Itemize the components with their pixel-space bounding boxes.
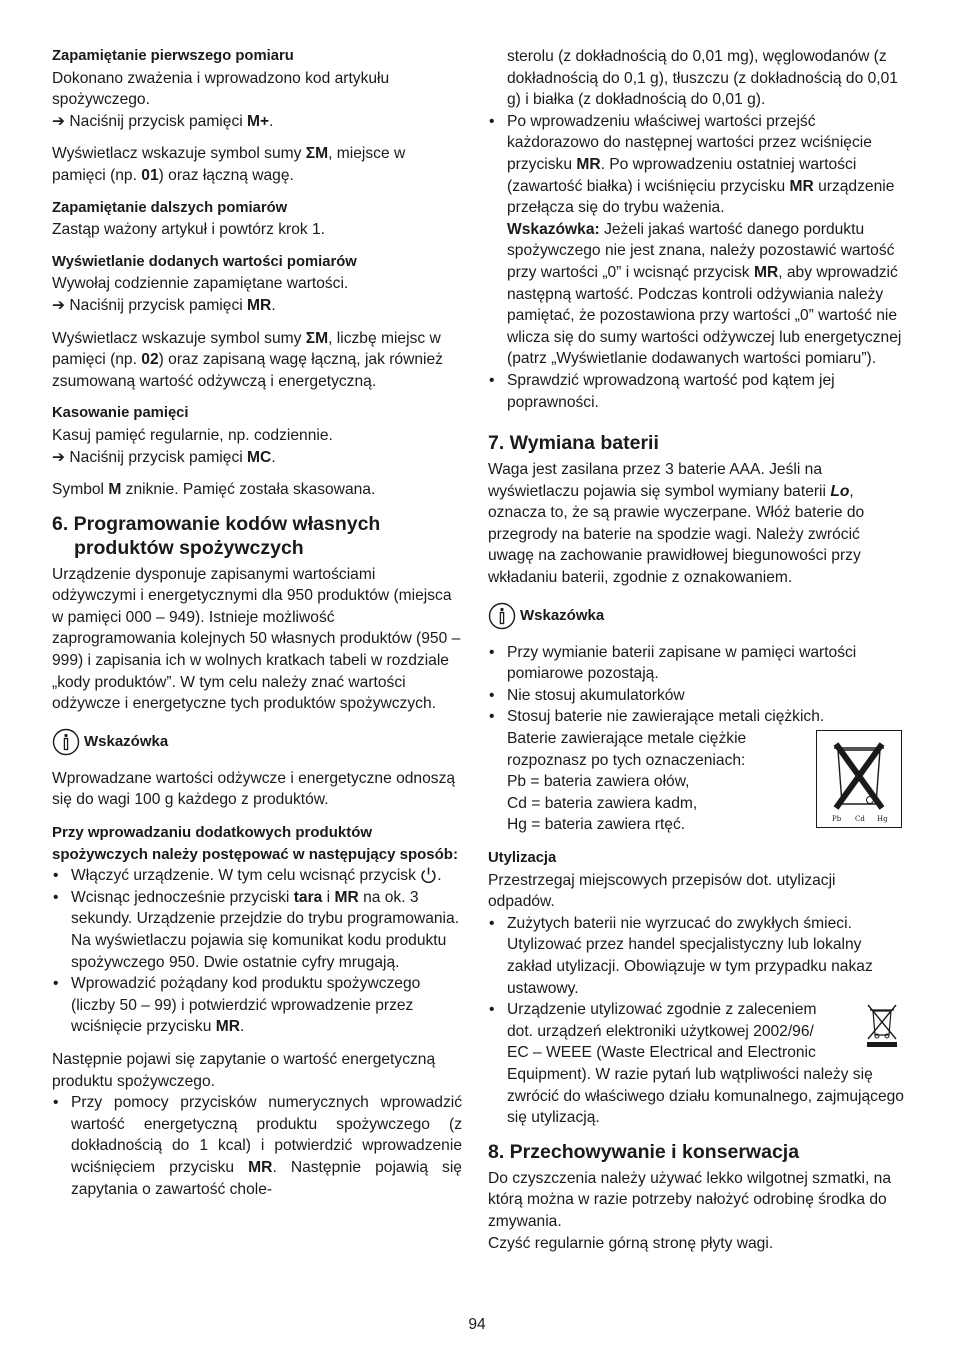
store-further-heading: Zapamiętanie dalszych pomiarów (52, 199, 288, 216)
entry-list (488, 111, 904, 413)
list-item: • Sprawdzić wprowadzoną wartość pod kątem jej poprawności. (488, 370, 904, 413)
clear-memory-action: ➔ Naciśnij przycisk pamięci MC. (52, 448, 276, 466)
note-block (488, 600, 904, 632)
list-item: • Wcisnąc jednocześnie przyciski tara i MR na ok. 3 sekundy. Urządzenie przejdzie do trybu programowania. Na wyświetlaczu pojawia się komunikat kodu produktu spożywczego 950. Dwie ostatnie cyfry mrugają. (52, 887, 462, 973)
list-item: • Przy pomocy przycisków numerycznych wprowadzić wartość energetyczną produktu spożywczego (z dokładnością do 1 kcal) i potwierdzić wprowadzenie wciśnięciem przycisku MR. Następnie pojawią się zapytania o zawartość chole- (52, 1092, 462, 1200)
section-6-text: Urządzenie dysponuje zapisanymi wartościami odżywczymi i energetycznymi dla 950 produktów (miejsca w pamięci 000 – 949). Istnieje możliwość zaprogramowania kolejnych 50 własnych produktów (950 – 999) i zapisania ich w wolnych kratkach tabeli w rozdziale „kody produktów”. W tym celu należy znać wartości odżywcze i energetyczne tych produktów spożywczych. (52, 565, 461, 713)
note-block (52, 726, 462, 758)
energy-list (52, 1092, 462, 1200)
list-item: • Włączyć urządzenie. W tym celu wcisnąć przycisk . (52, 865, 462, 887)
page-number: 94 (468, 1316, 486, 1333)
clear-memory-result: Symbol M zniknie. Pamięć została skasowana. (52, 481, 376, 499)
clear-memory-text: Kasuj pamięć regularnie, np. codziennie. (52, 426, 333, 444)
hg-label: Hg (877, 815, 888, 824)
list-item: • Stosuj baterie nie zawierające metali ciężkich. (488, 706, 904, 728)
list-item: • Nie stosuj akumulatorków (488, 685, 904, 707)
heavy-metals-block: Baterie zawierające metale ciężkie rozpoznasz po tych oznaczeniach: Pb = bateria zawiera ołów, Cd = bateria zawiera kadm, Hg = bateria zawiera rtęć. Pb Cd Hg (488, 728, 904, 836)
energy-query-text: Następnie pojawi się zapytanie o wartość energetyczną produktu spożywczego. (52, 1050, 436, 1090)
power-icon (420, 866, 437, 883)
list-item: • Przy wymianie baterii zapisane w pamięci wartości pomiarowe pozostają. (488, 642, 904, 685)
info-icon (52, 728, 80, 756)
list-item: • Po wprowadzeniu właściwej wartości przejść każdorazowo do następnej wartości przez wciśnięcie przycisku MR. Po wprowadzeniu ostatniej wartości (zawartość białka) i wciśnięciu przycisku MR urządzenie przełącza się do trybu ważenia. Wskazówka: Jeżeli jakaś wartość danego porduktu spożywczego nie jest znana, należy pozostawić wartość przy wartości „0” i wcisnąć przycisk MR, aby wprowadzić następną wartość. Podczas kontroli odżywiania należy pamiętać, że pozostawiona przy wartości „0” wartość nie wlicza się do sumy wartości odżywczej lub energetycznej (patrz „Wyświetlanie dodawanych wartości pomiaru”). (488, 111, 904, 370)
store-first-text: Dokonano zważenia i wprowadzono kod artykułu spożywczego. (52, 69, 390, 109)
section-7-text: Waga jest zasilana przez 3 baterie AAA. Jeśli na wyświetlaczu pojawia się symbol wymiany baterii Lo, oznacza to, że są prawie wyczerpane. Włóż baterie do przegrody na baterie na spodzie wagi. Należy zwrócić uwagę na zachowanie prawidłowej biegunowości przy wkładaniu baterii, zgodnie z oznakowaniem. (488, 461, 865, 587)
clear-memory-heading: Kasowanie pamięci (52, 405, 189, 422)
weee-bin-icon (864, 1001, 900, 1049)
store-first-heading: Zapamiętanie pierwszego pomiaru (52, 48, 294, 64)
note-text: Wprowadzane wartości odżywcze i energetyczne odnoszą się do wagi 100 g każdego z produktów. (52, 769, 456, 809)
battery-low-symbol: Lo (830, 482, 850, 500)
disposal-list (488, 913, 904, 1129)
procedure-list (52, 865, 462, 1038)
note-label: Wskazówka (520, 606, 605, 624)
section-8-text: Do czyszczenia należy używać lekko wilgotnej szmatki, na którą można w razie potrzeby nałożyć odrobinę środka do zmywania. (488, 1169, 892, 1230)
cd-label: Cd (855, 815, 865, 824)
show-added-action: ➔ Naciśnij przycisk pamięci MR. (52, 296, 276, 314)
continued-text: sterolu (z dokładnością do 0,01 mg), węglowodanów (z dokładnością do 0,1 g), tłuszczu (z dokładnością do 0,01 g) i białka (z dokładnością do 0,01 g). (507, 48, 898, 109)
section-7-title: 7. Wymiana baterii (488, 432, 659, 455)
store-further-text: Zastąp ważony artykuł i powtórz krok 1. (52, 221, 325, 239)
display-sum-info-1: Wyświetlacz wskazuje symbol sumy ΣM, miejsce w pamięci (np. 01) oraz łączną wagę. (52, 145, 406, 184)
battery-list (488, 642, 904, 728)
disposal-heading: Utylizacja (488, 850, 557, 866)
left-column (52, 46, 462, 1211)
pb-label: Pb (832, 815, 842, 824)
info-icon (488, 602, 516, 630)
right-column (488, 46, 904, 1254)
store-first-action: ➔ Naciśnij przycisk pamięci M+. (52, 112, 274, 130)
show-added-text: Wywołaj codziennie zapamiętane wartości. (52, 275, 349, 293)
procedure-heading: Przy wprowadzaniu dodatkowych produktów spożywczych należy postępować w następujący sposób: (52, 824, 458, 863)
disposal-text: Przestrzegaj miejscowych przepisów dot. utylizacji odpadów. (488, 871, 836, 911)
section-8-text-2: Czyść regularnie górną stronę płyty wagi. (488, 1234, 774, 1252)
list-item: • Urządzenie utylizować zgodnie z zaleceniem dot. urządzeń elektroniki użytkowej 2002/96/ EC – WEEE (Waste Electrical and Electronic Equipment). W razie pytań lub wątpliwości należy się zwrócić do właściwego działu komunalnego, zajmującego się utylizacją. (488, 999, 904, 1129)
list-item: • Wprowadzić pożądany kod produktu spożywczego (liczby 50 – 99) i potwierdzić wprowadzenie przez wciśnięcie przycisku MR. (52, 973, 462, 1038)
note-label: Wskazówka (84, 733, 169, 751)
show-added-heading: Wyświetlanie dodanych wartości pomiarów (52, 253, 357, 270)
section-6-title: 6. Programowanie kodów własnych produktów spożywczych (52, 512, 381, 559)
list-item: • Zużytych baterii nie wyrzucać do zwykłych śmieci. Utylizować przez handel specjalistyczny lub lokalny zakład utylizacji. Obowiązuje w tym przypadku nakaz ustawowy. (488, 913, 904, 999)
display-sum-info-2: Wyświetlacz wskazuje symbol sumy ΣM, liczbę miejsc w pamięci (np. 02) oraz zapisaną wagę łączną, jak również zsumowaną wartość odżywczą i energetyczną. (52, 329, 443, 390)
battery-disposal-icon (816, 730, 902, 828)
section-8-title: 8. Przechowywanie i konserwacja (488, 1140, 800, 1163)
